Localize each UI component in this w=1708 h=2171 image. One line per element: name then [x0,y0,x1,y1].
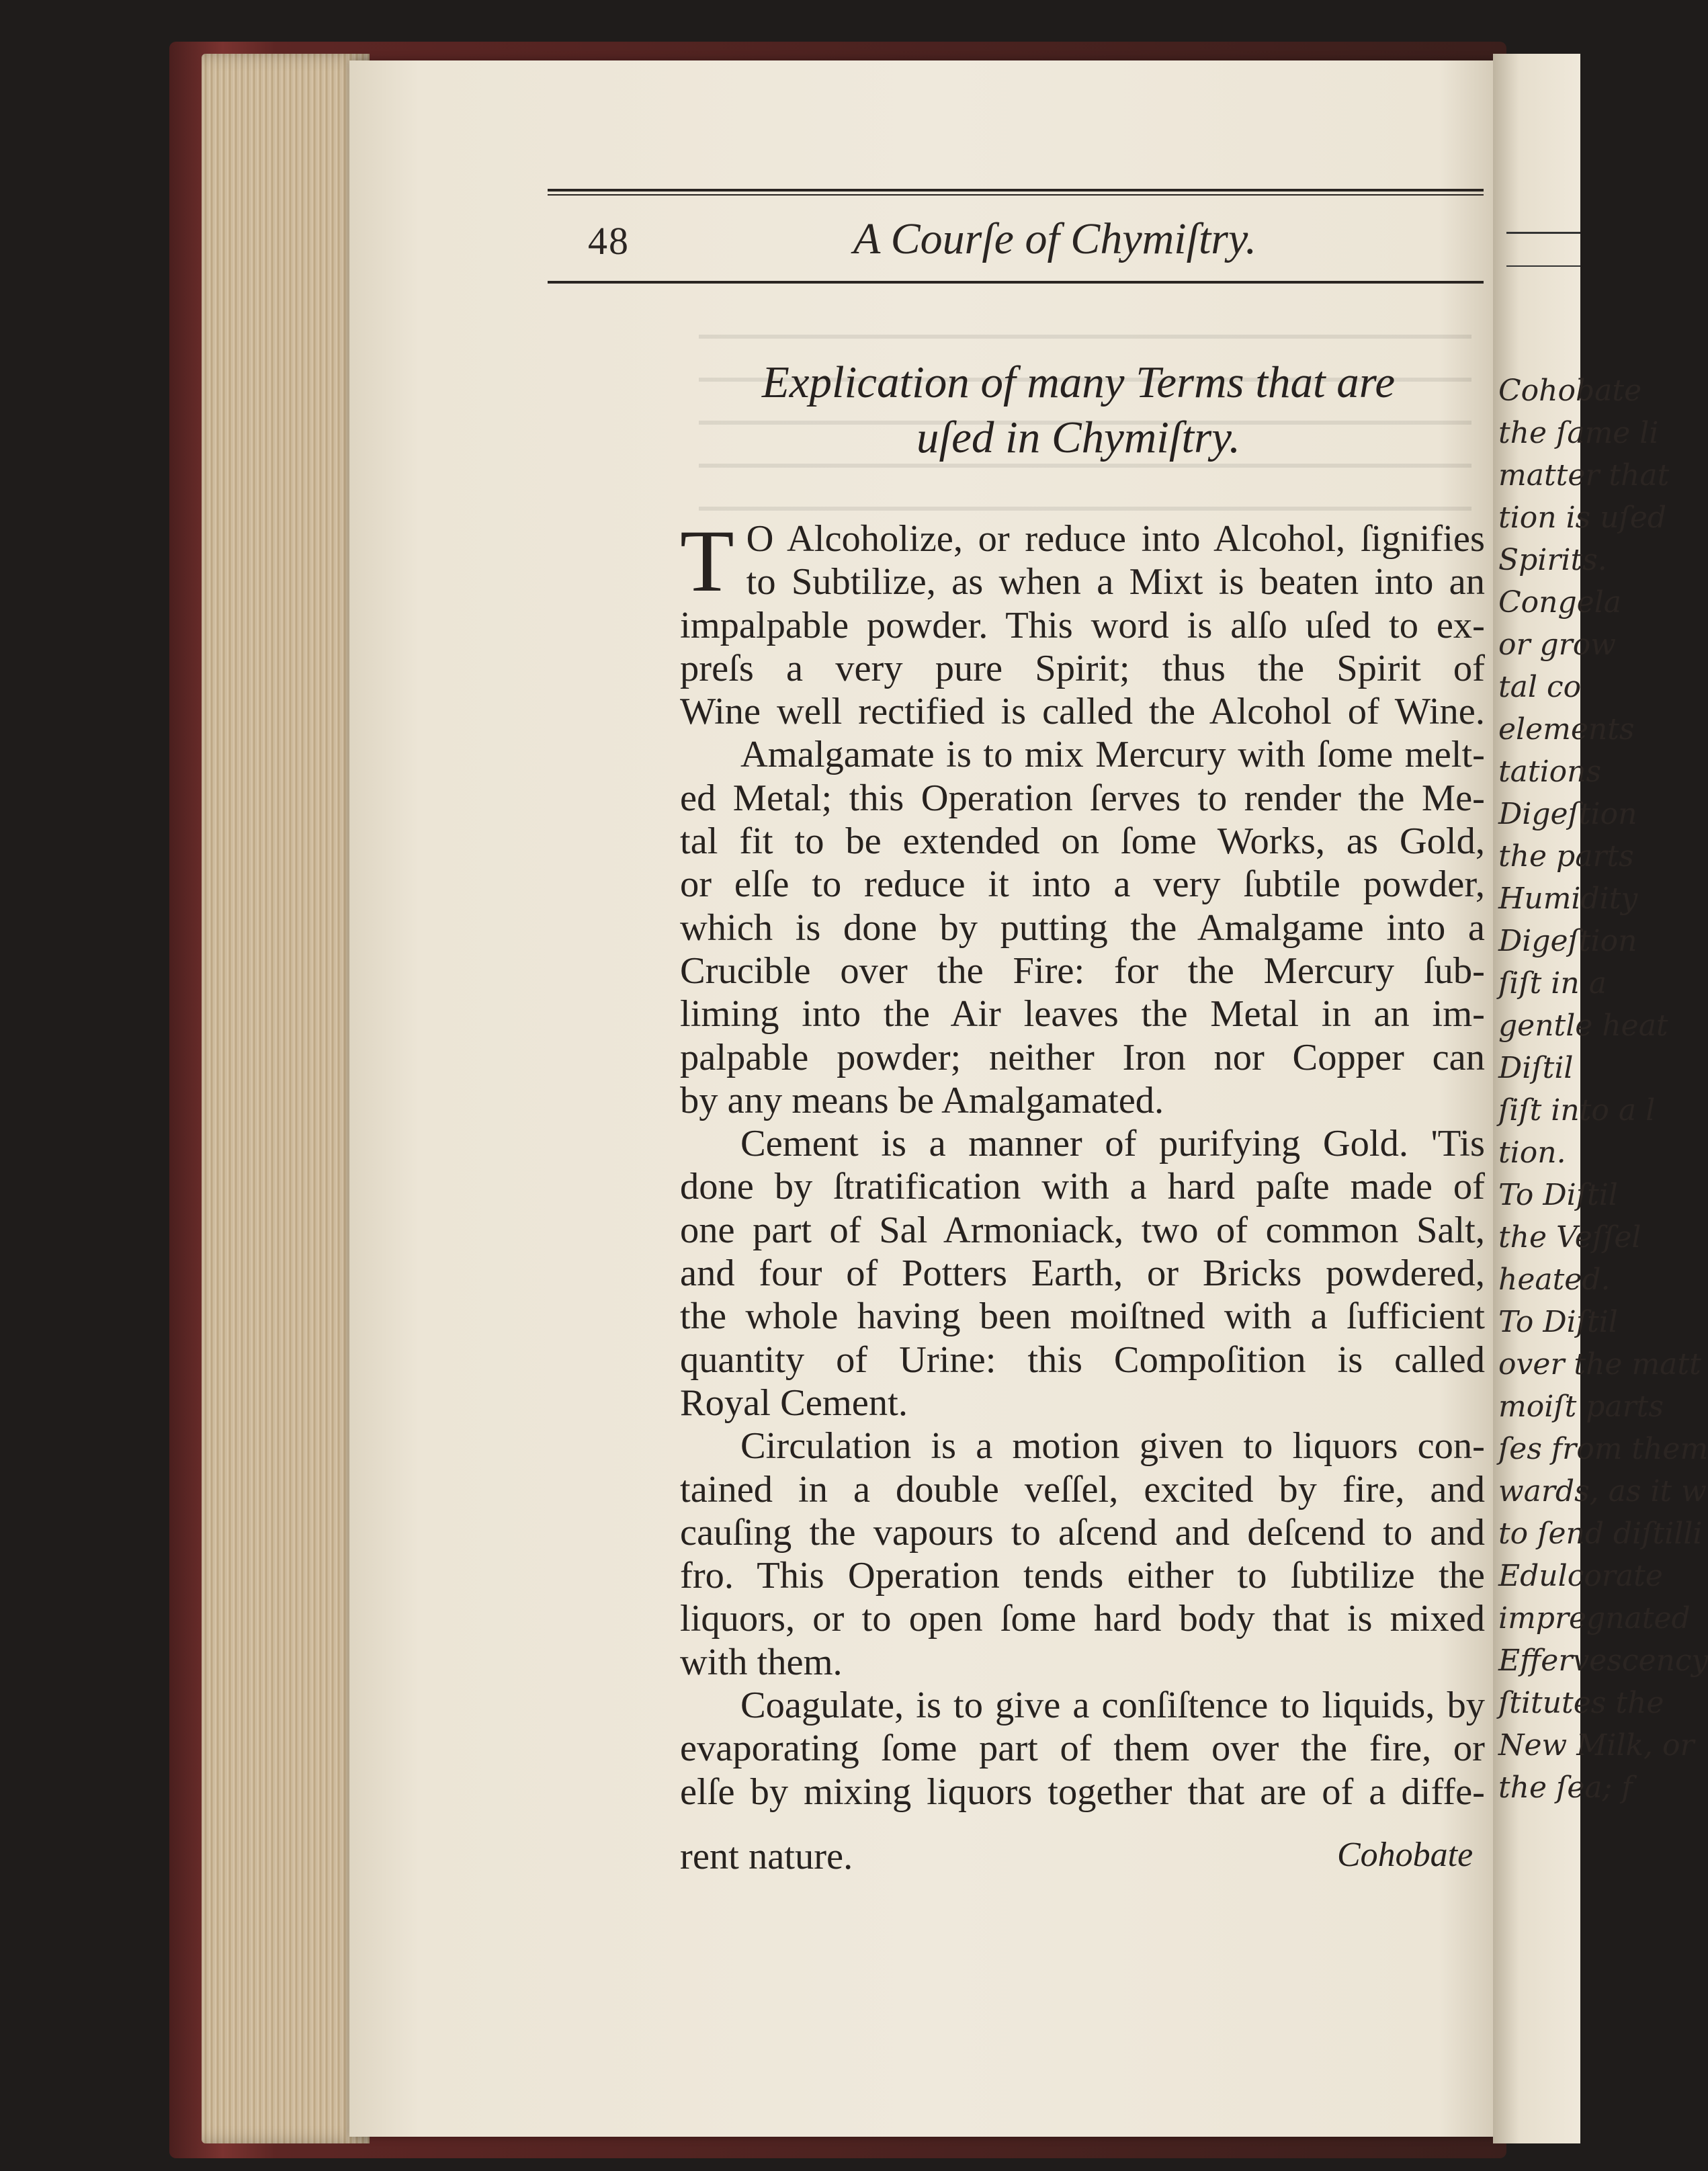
facing-line: ſes from them [1498,1432,1708,1466]
facing-line: gentle heat [1498,1009,1668,1043]
facing-line: the Veſſel [1498,1220,1641,1254]
page-number: 48 [588,219,630,263]
header-rule-top [548,189,1484,191]
facing-page [1493,54,1708,2143]
page-edges [202,54,370,2143]
facing-line: Congela [1498,585,1622,620]
facing-line: ſtitutes the [1498,1686,1664,1720]
text-line: liming into the Air leaves the Metal in an im- [680,993,1485,1035]
facing-line: the parts [1498,839,1634,874]
facing-page-text [1498,370,1708,1809]
catchword: Cohobate [1337,1836,1474,1874]
facing-line: To Diſtil [1498,1178,1618,1212]
facing-line: Diſtil [1498,1051,1574,1085]
text-line: Amalgamate is to mix Mercury with ſome melt- [740,734,1485,776]
facing-rule [1506,232,1580,234]
facing-line: matter that [1498,458,1670,493]
facing-line: to ſend diſtilli [1498,1517,1703,1551]
text-line: one part of Sal Armoniack, two of common Salt, [680,1209,1485,1251]
text-line-last: rent nature. [680,1836,853,1877]
facing-line: New Milk, or [1498,1728,1695,1762]
facing-line: Digeſtion [1498,924,1637,958]
text-line: to Subtilize, as when a Mixt is beaten into an [746,561,1485,603]
text-line: the whole having been moiſtned with a ſufficient [680,1295,1485,1338]
text-line: which is done by putting the Amalgame into a [680,906,1485,949]
text-line: palpable powder; neither Iron nor Copper can [680,1036,1485,1078]
text-line: Crucible over the Fire: for the Mercury ſub- [680,949,1485,992]
text-line: liquors, or to open ſome hard body that is mixed [680,1598,1485,1640]
text-line: tained in a double veſſel, excited by fire, and [680,1468,1485,1510]
facing-line: moiſt parts [1498,1390,1664,1424]
facing-line: the ſea; f [1498,1771,1633,1805]
drop-cap: T [680,511,734,610]
heading-line: uſed in Chymiſtry. [916,413,1240,462]
text-line: by any means be Amalgamated. [680,1079,1164,1121]
facing-line: Spirits. [1498,543,1607,577]
section-heading [672,355,1485,465]
text-line: Royal Cement. [680,1381,908,1424]
facing-line: tations [1498,755,1602,789]
text-line: Wine well rectified is called the Alcohol of Wine. [680,691,1485,733]
facing-line: Humidity [1498,882,1638,916]
text-line: elſe by mixing liquors together that are of a diffe- [680,1771,1485,1813]
text-line: preſs a very pure Spirit; thus the Spirit of [680,647,1485,689]
facing-line: heated. [1498,1263,1611,1297]
text-line: impalpable powder. This word is alſo uſed to ex- [680,604,1485,646]
facing-line: the ſame li [1498,416,1659,450]
header-rule-top-thin [548,194,1484,196]
facing-line: or grow [1498,628,1616,662]
facing-rule [1506,265,1580,267]
running-head: A Courſe of Chymiſtry. [853,214,1257,263]
heading-line: Explication of many Terms that are [761,357,1396,407]
text-line: fro. This Operation tends either to ſubtilize the [680,1555,1485,1597]
text-line: Circulation is a motion given to liquors con- [740,1425,1485,1467]
facing-line: Cohobate [1498,374,1642,408]
header-rule-bottom [548,281,1484,284]
facing-line: Edulcorate [1498,1559,1663,1593]
text-line: evaporating ſome part of them over the fire, or [680,1728,1485,1770]
facing-line: wards, as it w [1498,1474,1707,1508]
text-line: and four of Potters Earth, or Bricks powdered, [680,1252,1485,1295]
facing-line: tion. [1498,1136,1566,1170]
text-line: ed Metal; this Operation ſerves to render the Me- [680,777,1485,819]
text-line: or elſe to reduce it into a very ſubtile powder, [680,863,1485,906]
text-line: Cement is a manner of purifying Gold. 'Tis [740,1123,1485,1165]
facing-line: ſiſt into a l [1498,1093,1656,1127]
facing-line: impregnated [1498,1601,1691,1635]
facing-line: tion is uſed [1498,501,1667,535]
facing-line: Effervescency [1498,1644,1708,1678]
facing-line: ſiſt in a [1498,966,1607,1001]
facing-line: over the matt [1498,1347,1701,1381]
facing-line: tal co [1498,670,1582,704]
text-line: tal fit to be extended on ſome Works, as Gold, [680,820,1485,863]
body-text [680,511,1485,1814]
facing-line: elements [1498,712,1635,747]
text-line: cauſing the vapours to aſcend and deſcend to and [680,1511,1485,1553]
facing-line: Digeſtion [1498,797,1637,831]
text-line: Coagulate, is to give a conſiſtence to liquids, by [740,1685,1485,1727]
text-line: O Alcoholize, or reduce into Alcohol, ſignifies [746,518,1485,560]
text-line: done by ſtratification with a hard paſte made of [680,1166,1485,1208]
facing-line: To Diſtil [1498,1305,1618,1339]
text-line: quantity of Urine: this Compoſition is called [680,1338,1485,1381]
text-line: with them. [680,1641,843,1683]
